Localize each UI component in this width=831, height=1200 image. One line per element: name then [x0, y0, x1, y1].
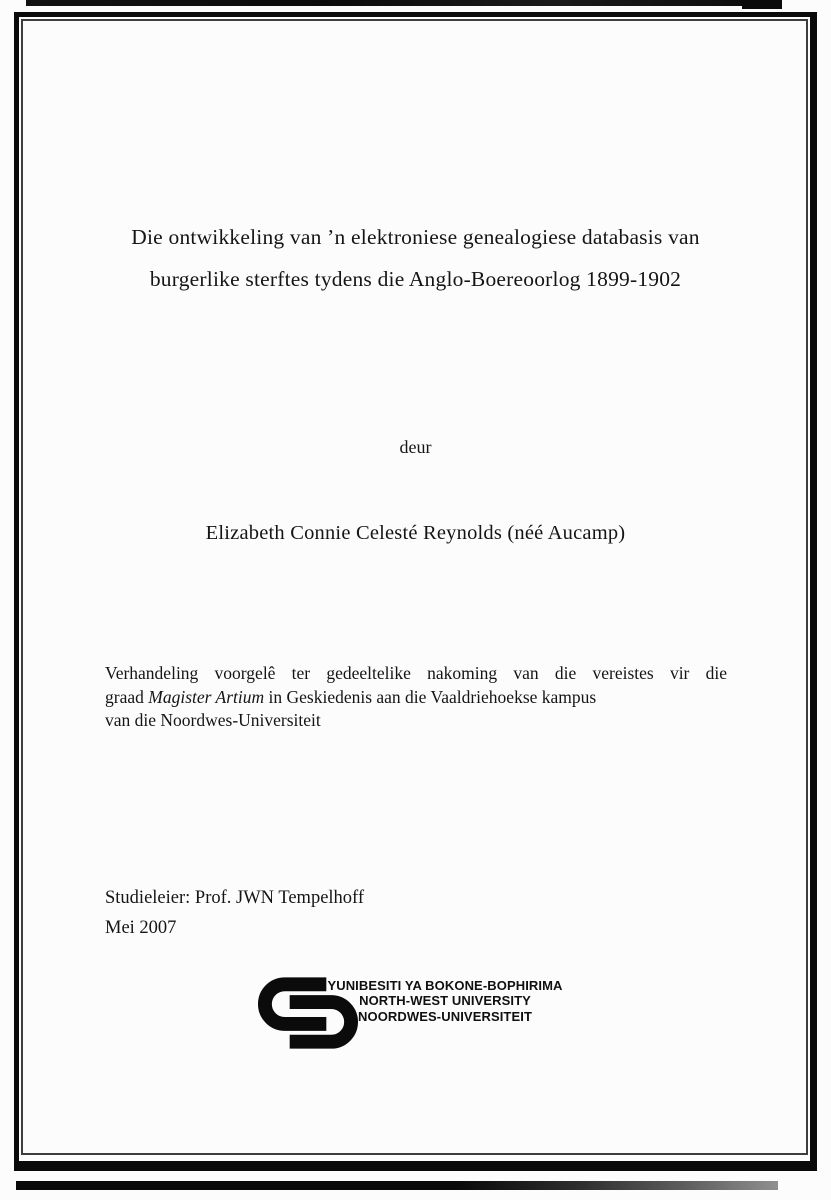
university-logo	[256, 974, 596, 1054]
university-logo-wordmark	[310, 978, 580, 1024]
date-line: Mei 2007	[105, 917, 177, 938]
degree-statement-line-1: Verhandeling voorgelê ter gedeeltelike nakoming van die vereistes vir die	[105, 663, 727, 683]
scan-edge-artifact-bottom	[16, 1181, 778, 1190]
scan-edge-artifact-top-blob	[742, 0, 782, 9]
logo-name-setswana: YUNIBESITI YA BOKONE-BOPHIRIMA	[327, 978, 563, 993]
degree-name-italic: Magister Artium	[148, 686, 265, 707]
degree-statement-line-2-post: in Geskiedenis aan die Vaaldriehoekse kampus	[264, 686, 597, 707]
byline-label: deur	[399, 437, 432, 457]
thesis-title	[85, 216, 746, 300]
supervisor-and-date	[105, 884, 364, 943]
thesis-title-line-2: burgerlike sterftes tydens die Anglo-Boereoorlog 1899-1902	[149, 267, 682, 291]
logo-name-english: NORTH-WEST UNIVERSITY	[359, 993, 531, 1009]
author-name: Elizabeth Connie Celesté Reynolds (néé Aucamp)	[205, 522, 626, 544]
degree-statement-line-2	[105, 686, 727, 710]
scan-edge-artifact-top	[26, 0, 778, 6]
thesis-title-line-1: Die ontwikkeling van ’n elektroniese genealogiese databasis van	[131, 225, 700, 249]
logo-name-afrikaans: NOORDWES-UNIVERSITEIT	[358, 1008, 532, 1024]
supervisor-line: Studieleier: Prof. JWN Tempelhoff	[105, 888, 365, 908]
degree-statement-line-2-pre: graad	[105, 686, 149, 707]
degree-statement	[105, 662, 727, 733]
degree-statement-line-3: van die Noordwes-Universiteit	[105, 710, 321, 730]
